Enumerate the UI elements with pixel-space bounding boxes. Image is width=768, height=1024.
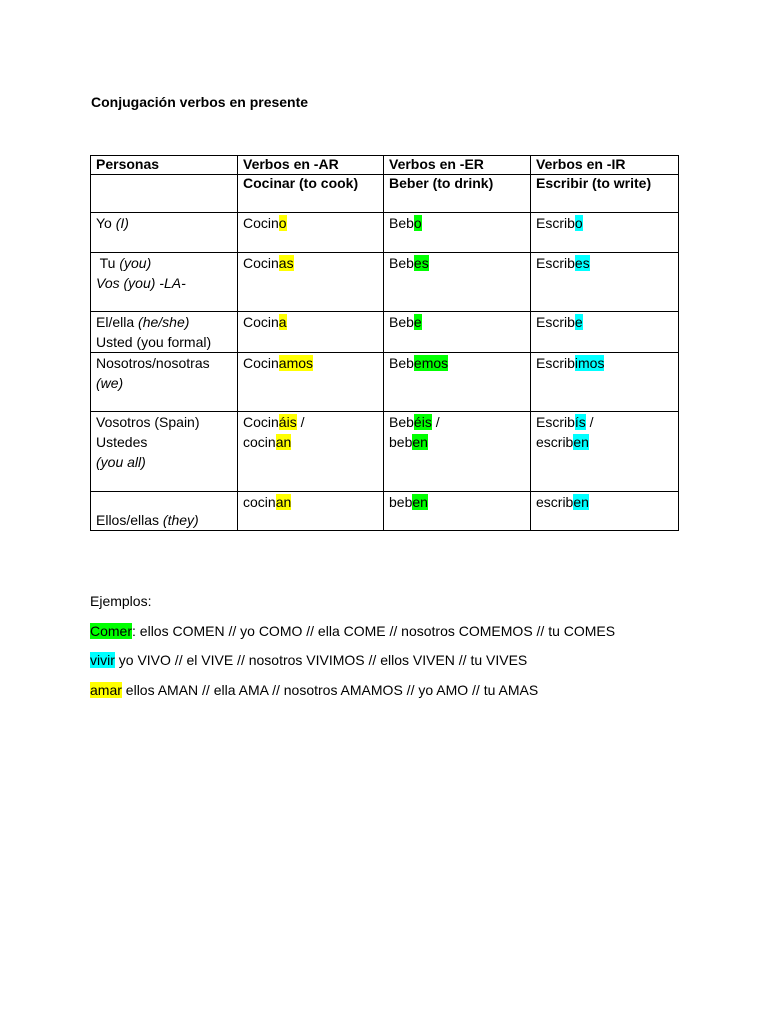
verb-stem: cocin — [243, 434, 276, 450]
er-cell — [384, 253, 531, 312]
verb-stem: escrib — [536, 434, 574, 450]
examples-heading: Ejemplos: — [90, 593, 152, 609]
persona-text: Usted (you formal) — [96, 334, 212, 350]
verb-ending: e — [413, 314, 422, 330]
verb-ending: en — [573, 494, 589, 510]
verb-ending: ís — [574, 414, 586, 430]
example-separator: : — [132, 622, 136, 639]
table-row — [91, 253, 679, 312]
example-line — [90, 617, 615, 647]
example-text: yo VIVO // el VIVE // nosotros VIVIMOS // ellos VIVEN // tu VIVES — [114, 652, 528, 668]
verb-ending: éis — [413, 414, 432, 430]
verb-ending: es — [574, 255, 590, 271]
er-cell — [384, 213, 531, 253]
table-row — [91, 412, 679, 492]
example-line — [90, 676, 615, 706]
table-subheader-row — [91, 175, 679, 213]
example-text: ellos COMEN // yo COMO // ella COME // nosotros COMEMOS // tu COMES — [135, 622, 616, 639]
verb-stem: cocin — [243, 494, 276, 510]
persona-text: Yo — [96, 215, 116, 231]
ir-cell — [531, 253, 679, 312]
verb-ending: o — [413, 215, 422, 231]
separator: / — [431, 414, 440, 430]
ir-cell — [531, 312, 679, 353]
persona-gloss: (he/she) — [138, 314, 190, 330]
subheader-er: Beber (to drink) — [384, 175, 531, 213]
verb-ending: imos — [574, 355, 605, 371]
verb-stem: Beb — [389, 215, 414, 231]
verb-ending: en — [573, 434, 589, 450]
table-row — [91, 213, 679, 253]
table-header-row — [91, 156, 679, 175]
example-text: ellos AMAN // ella AMA // nosotros AMAMOS // yo AMO // tu AMAS — [121, 681, 539, 698]
example-verb: amar — [90, 681, 122, 698]
persona-cell — [91, 353, 238, 412]
separator: / — [585, 414, 594, 430]
verb-stem: Beb — [389, 314, 414, 330]
verb-ending: amos — [278, 355, 314, 371]
verb-stem: Cocin — [243, 215, 279, 231]
verb-ending: e — [574, 314, 583, 330]
persona-gloss: (I) — [115, 215, 129, 231]
ir-cell — [531, 213, 679, 253]
verb-stem: Escrib — [536, 414, 575, 430]
ar-cell — [238, 213, 384, 253]
subheader-ir: Escribir (to write) — [531, 175, 679, 213]
verb-stem: Cocin — [243, 314, 279, 330]
ar-cell — [238, 353, 384, 412]
verb-ending: en — [412, 494, 428, 510]
verb-ending: o — [574, 215, 583, 231]
header-ar: Verbos en -AR — [238, 156, 384, 175]
persona-cell — [91, 213, 238, 253]
persona-gloss: (you all) — [96, 454, 146, 470]
verb-stem: Beb — [389, 255, 414, 271]
persona-gloss: (we) — [96, 375, 124, 391]
verb-stem: beb — [389, 494, 413, 510]
document-title: Conjugación verbos en presente — [91, 94, 309, 110]
verb-stem: Cocin — [243, 414, 279, 430]
er-cell — [384, 412, 531, 492]
verb-stem: Beb — [389, 414, 414, 430]
example-line — [90, 646, 615, 676]
header-er: Verbos en -ER — [384, 156, 531, 175]
persona-cell — [91, 312, 238, 353]
examples-section — [90, 587, 615, 705]
ir-cell — [531, 412, 679, 492]
persona-text: Nosotros/nosotras — [96, 355, 210, 371]
verb-ending: as — [278, 255, 294, 271]
subheader-personas — [91, 175, 238, 213]
verb-ending: o — [278, 215, 287, 231]
persona-cell — [91, 412, 238, 492]
er-cell — [384, 312, 531, 353]
conjugation-table — [90, 155, 679, 531]
subheader-ar: Cocinar (to cook) — [238, 175, 384, 213]
persona-text: Ellos/ellas — [96, 512, 163, 528]
persona-cell — [91, 253, 238, 312]
verb-stem: Cocin — [243, 255, 279, 271]
header-ir: Verbos en -IR — [531, 156, 679, 175]
persona-text: El/ella — [96, 314, 139, 330]
header-personas: Personas — [91, 156, 238, 175]
verb-stem: Beb — [389, 355, 414, 371]
er-cell — [384, 492, 531, 531]
verb-stem: Cocin — [243, 355, 279, 371]
table-row — [91, 312, 679, 353]
verb-ending: áis — [278, 414, 297, 430]
verb-stem: Escrib — [536, 255, 575, 271]
ar-cell — [238, 253, 384, 312]
persona-text: Vosotros (Spain) — [96, 414, 200, 430]
example-verb: Comer — [90, 622, 133, 639]
verb-ending: an — [275, 494, 292, 510]
verb-ending: a — [278, 314, 287, 330]
persona-gloss: Vos (you) -LA- — [96, 275, 186, 291]
verb-ending: en — [412, 434, 428, 450]
ar-cell — [238, 492, 384, 531]
example-verb: vivir — [90, 652, 115, 668]
verb-stem: Escrib — [536, 314, 575, 330]
persona-text: Tu — [96, 255, 120, 271]
verb-stem: Escrib — [536, 215, 575, 231]
ar-cell — [238, 312, 384, 353]
verb-ending: emos — [413, 355, 449, 371]
verb-ending: an — [275, 434, 292, 450]
persona-text: Ustedes — [96, 434, 148, 450]
table-row — [91, 353, 679, 412]
er-cell — [384, 353, 531, 412]
ir-cell — [531, 353, 679, 412]
verb-stem: Escrib — [536, 355, 575, 371]
table-row — [91, 492, 679, 531]
verb-stem: beb — [389, 434, 413, 450]
ir-cell — [531, 492, 679, 531]
persona-gloss: (they) — [162, 512, 199, 528]
ar-cell — [238, 412, 384, 492]
persona-gloss: (you) — [119, 255, 152, 271]
separator: / — [296, 414, 305, 430]
persona-cell — [91, 492, 238, 531]
verb-ending: es — [413, 255, 429, 271]
verb-stem: escrib — [536, 494, 574, 510]
